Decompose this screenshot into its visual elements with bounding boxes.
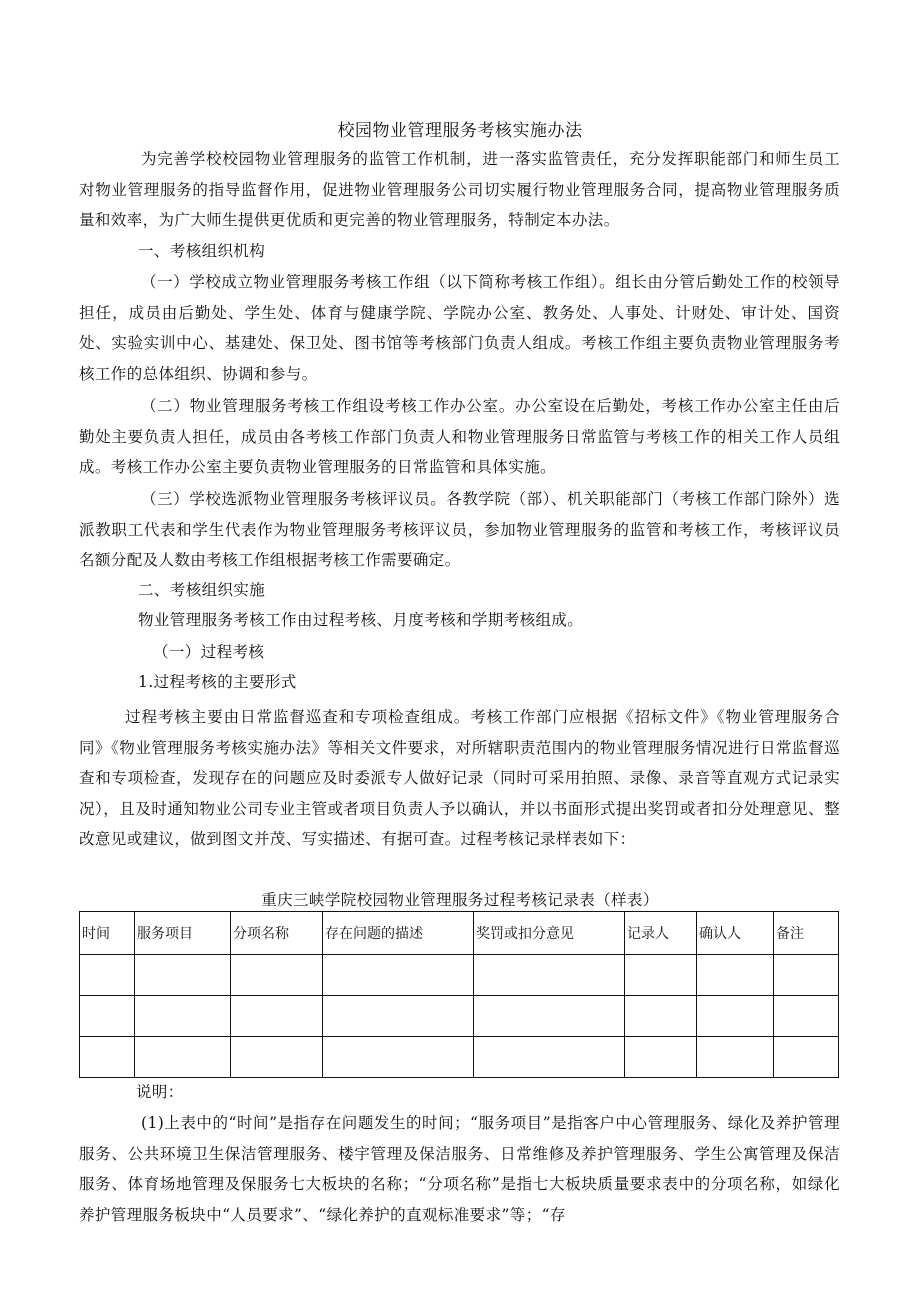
notes-label: 说明：: [136, 1083, 184, 1101]
column-header: 服务项目: [135, 912, 231, 955]
section2-heading: 二、考核组织实施: [138, 581, 266, 599]
table-row: [80, 996, 839, 1037]
intro-paragraph: 为完善学校校园物业管理服务的监管工作机制，进一落实监管责任，充分发挥职能部门和师生员工对物业管理服务的指导监督作用，促进物业管理服务公司切实履行物业管理服务合同，提高物业管理服务质量和效率，为广大师生提供更优质和更完善的物业管理服务，特制定本办法。: [79, 150, 840, 229]
note-1: (1)上表中的“时间”是指存在问题发生的时间；“服务项目”是指客户中心管理服务、绿化及养护管理服务、公共环境卫生保洁管理服务、楼宇管理及保洁服务、日常维修及养护管理服务、学生公寓管理及保洁服务、体育场地管理及保服务七大板块的名称；“分项名称”是指七大板块质量要求表中的分项名称，如绿化养护管理服务板块中“人员要求”、“绿化养护的直观标准要求”等；“存: [79, 1114, 840, 1224]
section1-heading: 一、考核组织机构: [138, 242, 266, 260]
column-header: 记录人: [625, 912, 697, 955]
table-row: [80, 955, 839, 996]
table-row: [80, 1037, 839, 1078]
section2-paragraph-1: 物业管理服务考核工作由过程考核、月度考核和学期考核组成。: [138, 611, 584, 629]
section1-paragraph-3: （三）学校选派物业管理服务考核评议员。各教学院（部）、机关职能部门（考核工作部门除外）选派教职工代表和学生代表作为物业管理服务考核评议员，参加物业管理服务的监管和考核工作，考核评议员名额分配及人数由考核工作组根据考核工作需要确定。: [79, 490, 840, 569]
column-header: 奖罚或扣分意见: [474, 912, 625, 955]
section2-subheading-1-1: 1.过程考核的主要形式: [138, 673, 297, 691]
section1-paragraph-1: （一）学校成立物业管理服务考核工作组（以下简称考核工作组）。组长由分管后勤处工作的校领导担任，成员由后勤处、学生处、体育与健康学院、学院办公室、教务处、人事处、计财处、审计处、国资处、实验实训中心、基建处、保卫处、图书馆等考核部门负责人组成。考核工作组主要负责物业管理服务考核工作的总体组织、协调和参与。: [79, 273, 840, 383]
column-header: 备注: [774, 912, 839, 955]
document-title: 校园物业管理服务考核实施办法: [337, 121, 583, 141]
column-header: 确认人: [697, 912, 774, 955]
section2-subheading-1: （一）过程考核: [153, 643, 265, 661]
table-header-row: [80, 912, 839, 955]
column-header: 分项名称: [231, 912, 323, 955]
column-header: 存在问题的描述: [323, 912, 474, 955]
column-header: 时间: [80, 912, 135, 955]
section2-paragraph-2: 过程考核主要由日常监督巡查和专项检查组成。考核工作部门应根据《招标文件》《物业管理服务合同》《物业管理服务考核实施办法》等相关文件要求，对所辖职责范围内的物业管理服务情况进行日常监督巡查和专项检查，发现存在的问题应及时委派专人做好记录（同时可采用拍照、录像、录音等直观方式记录实况），且及时通知物业公司专业主管或者项目负责人予以确认，并以书面形式提出奖罚或者扣分处理意见、整改意见或建议，做到图文并茂、写实描述、有据可查。过程考核记录样表如下：: [79, 708, 840, 848]
table-title: 重庆三峡学院校园物业管理服务过程考核记录表（样表）: [261, 891, 659, 909]
section1-paragraph-2: （二）物业管理服务考核工作组设考核工作办公室。办公室设在后勤处，考核工作办公室主任由后勤处主要负责人担任，成员由各考核工作部门负责人和物业管理服务日常监管与考核工作的相关工作人员组成。考核工作办公室主要负责物业管理服务的日常监管和具体实施。: [79, 397, 840, 476]
assessment-record-table: [79, 911, 839, 1078]
